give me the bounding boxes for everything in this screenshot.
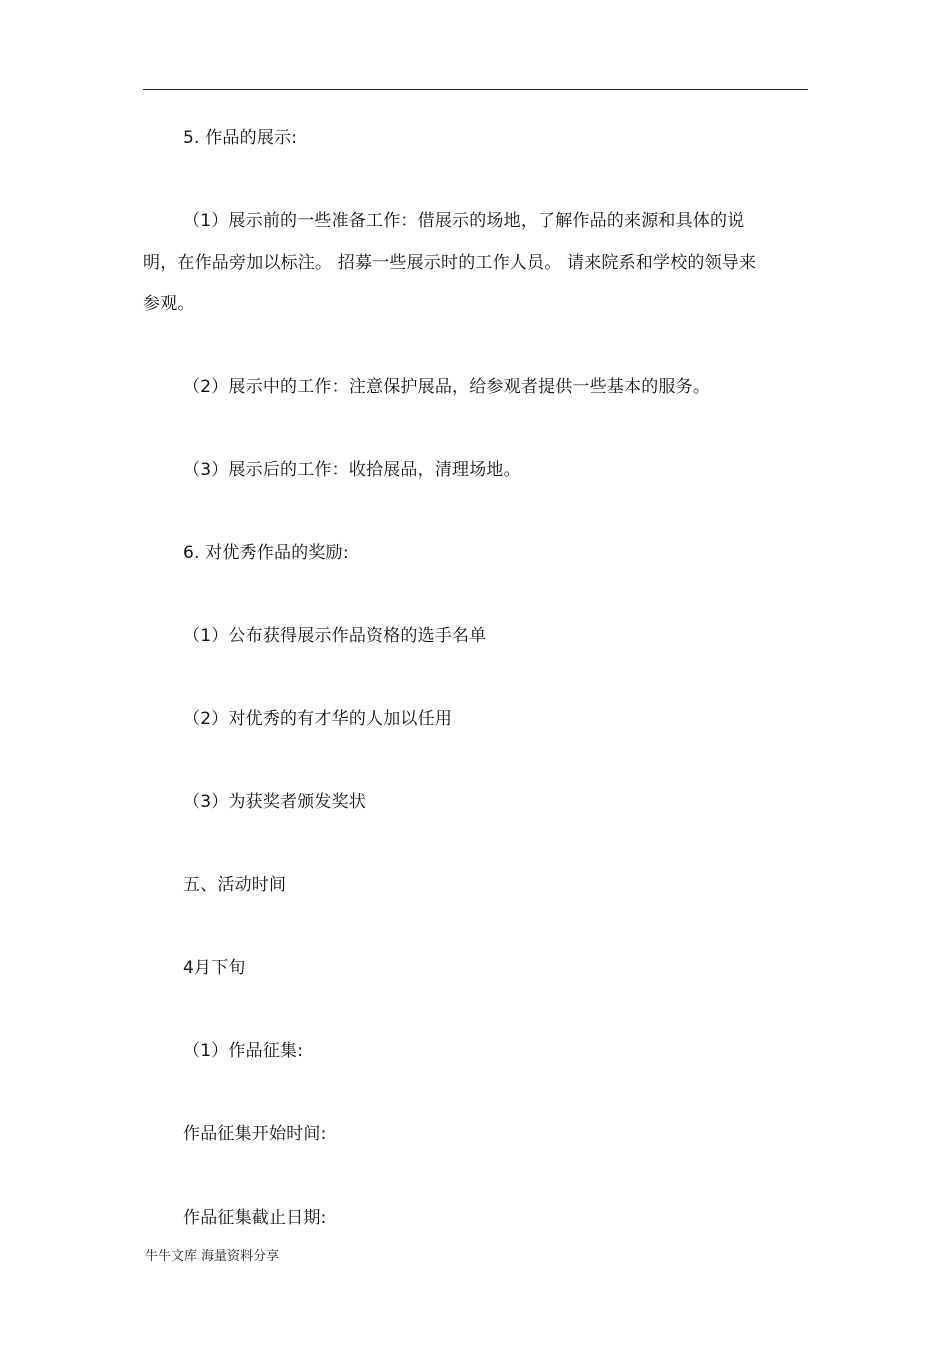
paragraph-6-1: （1）公布获得展示作品资格的选手名单	[183, 626, 487, 646]
collection-start-time: 作品征集开始时间:	[183, 1124, 327, 1144]
paragraph-5-1-line-3: 参观。	[143, 294, 195, 314]
section-activity-time-heading: 五、活动时间	[183, 875, 287, 895]
paragraph-6-2: （2）对优秀的有才华的人加以任用	[183, 709, 453, 729]
paragraph-6-3: （3）为获奖者颁发奖状	[183, 792, 367, 812]
paragraph-5-1-line-1: （1）展示前的一些准备工作：借展示的场地，了解作品的来源和具体的说	[183, 211, 745, 231]
collection-deadline: 作品征集截止日期:	[183, 1208, 327, 1228]
activity-period: 4月下旬	[183, 958, 246, 978]
paragraph-5-3: （3）展示后的工作：收拾展品，清理场地。	[183, 460, 521, 480]
page-footer: 牛牛文库 海量资料分享	[145, 1249, 280, 1264]
paragraph-5-1-line-2: 明，在作品旁加以标注。 招募一些展示时的工作人员。 请来院系和学校的领导来	[143, 253, 757, 273]
paragraph-5-2: （2）展示中的工作：注意保护展品，给参观者提供一些基本的服务。	[183, 377, 711, 397]
section-6-heading: 6. 对优秀作品的奖励:	[183, 543, 349, 563]
section-5-heading: 5. 作品的展示:	[183, 128, 298, 148]
header-rule	[143, 89, 808, 90]
paragraph-time-1: （1）作品征集:	[183, 1041, 304, 1061]
